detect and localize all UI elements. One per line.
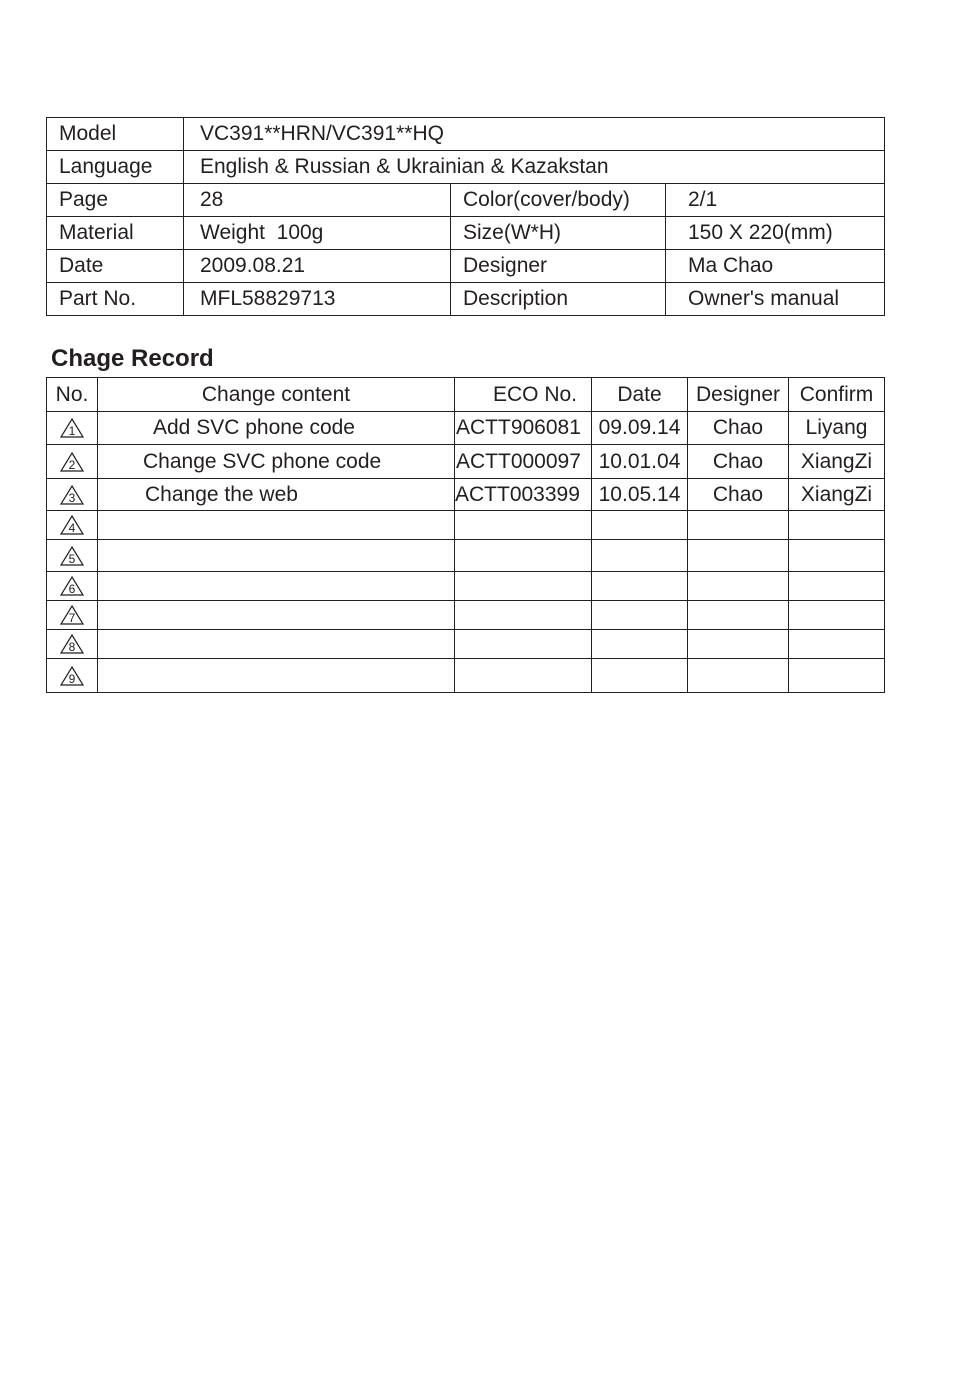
record-title: Chage Record — [51, 345, 214, 372]
record-no-cell — [47, 572, 98, 601]
record-date-cell: 10.01.04 — [592, 445, 688, 479]
material-value: Weight 100g — [184, 217, 451, 250]
record-confirm-cell — [789, 659, 885, 693]
spec-row-page — [47, 184, 885, 217]
record-eco-cell — [455, 659, 592, 693]
record-designer-cell — [688, 601, 789, 630]
record-content-cell: Add SVC phone code — [98, 412, 455, 445]
record-eco-cell: ACTT906081 — [455, 412, 592, 445]
revision-number: 7 — [68, 611, 76, 625]
model-value: VC391**HRN/VC391**HQ — [184, 118, 885, 151]
page-label: Page — [47, 184, 184, 217]
record-row — [47, 601, 885, 630]
record-row — [47, 630, 885, 659]
material-label: Material — [47, 217, 184, 250]
record-date-cell — [592, 659, 688, 693]
record-no-cell — [47, 601, 98, 630]
model-label: Model — [47, 118, 184, 151]
record-designer-cell — [688, 630, 789, 659]
description-label: Description — [451, 283, 666, 316]
record-eco-cell — [455, 511, 592, 540]
record-eco-cell: ACTT000097 — [455, 445, 592, 479]
record-content-cell — [98, 601, 455, 630]
revision-number: 8 — [68, 640, 76, 654]
record-designer-cell: Chao — [688, 479, 789, 511]
description-value: Owner's manual — [666, 283, 885, 316]
record-row — [47, 412, 885, 445]
record-date-cell: 09.09.14 — [592, 412, 688, 445]
record-date-cell — [592, 601, 688, 630]
record-confirm-cell: XiangZi — [789, 479, 885, 511]
record-eco-cell — [455, 572, 592, 601]
record-designer-cell — [688, 540, 789, 572]
revision-triangle-icon — [59, 451, 85, 473]
record-date-cell — [592, 630, 688, 659]
spec-row-language — [47, 151, 885, 184]
color-label: Color(cover/body) — [451, 184, 666, 217]
record-designer-cell — [688, 659, 789, 693]
header-eco: ECO No. — [455, 378, 592, 412]
language-label: Language — [47, 151, 184, 184]
record-no-cell — [47, 412, 98, 445]
header-content: Change content — [98, 378, 455, 412]
record-eco-cell — [455, 540, 592, 572]
record-table — [46, 377, 885, 693]
spec-table — [46, 117, 885, 316]
date-value: 2009.08.21 — [184, 250, 451, 283]
revision-triangle-icon — [59, 417, 85, 439]
spec-row-partno — [47, 283, 885, 316]
record-content-cell — [98, 511, 455, 540]
record-content-cell: Change SVC phone code — [98, 445, 455, 479]
page-value: 28 — [184, 184, 451, 217]
record-eco-cell: ACTT003399 — [455, 479, 592, 511]
size-value: 150 X 220(mm) — [666, 217, 885, 250]
record-row — [47, 445, 885, 479]
record-confirm-cell — [789, 630, 885, 659]
revision-number: 2 — [68, 457, 76, 472]
spec-row-date — [47, 250, 885, 283]
record-body — [47, 378, 885, 693]
revision-number: 3 — [68, 490, 76, 505]
header-no: No. — [47, 378, 98, 412]
record-content-cell — [98, 659, 455, 693]
record-date-cell — [592, 540, 688, 572]
revision-triangle-icon — [59, 484, 85, 506]
record-row — [47, 572, 885, 601]
date-label: Date — [47, 250, 184, 283]
record-row — [47, 511, 885, 540]
record-no-cell — [47, 540, 98, 572]
record-header-row — [47, 378, 885, 412]
revision-triangle-icon — [59, 514, 85, 536]
designer-label: Designer — [451, 250, 666, 283]
record-row — [47, 479, 885, 511]
record-content-cell — [98, 630, 455, 659]
partno-value: MFL58829713 — [184, 283, 451, 316]
revision-number: 1 — [68, 424, 76, 438]
record-date-cell — [592, 511, 688, 540]
record-no-cell — [47, 445, 98, 479]
record-row — [47, 659, 885, 693]
record-no-cell — [47, 659, 98, 693]
record-content-cell — [98, 540, 455, 572]
record-eco-cell — [455, 601, 592, 630]
record-date-cell: 10.05.14 — [592, 479, 688, 511]
header-date: Date — [592, 378, 688, 412]
record-no-cell — [47, 511, 98, 540]
header-confirm: Confirm — [789, 378, 885, 412]
size-label: Size(W*H) — [451, 217, 666, 250]
language-value: English & Russian & Ukrainian & Kazakstan — [184, 151, 885, 184]
record-content-cell: Change the web — [98, 479, 455, 511]
record-confirm-cell: Liyang — [789, 412, 885, 445]
revision-triangle-icon — [59, 665, 85, 687]
revision-number: 5 — [68, 551, 76, 566]
record-confirm-cell — [789, 601, 885, 630]
record-designer-cell: Chao — [688, 445, 789, 479]
revision-triangle-icon — [59, 575, 85, 597]
spec-row-material — [47, 217, 885, 250]
record-date-cell — [592, 572, 688, 601]
header-designer: Designer — [688, 378, 789, 412]
designer-value: Ma Chao — [666, 250, 885, 283]
revision-number: 9 — [68, 671, 76, 686]
record-designer-cell: Chao — [688, 412, 789, 445]
record-designer-cell — [688, 572, 789, 601]
revision-number: 4 — [68, 521, 76, 535]
record-confirm-cell — [789, 572, 885, 601]
revision-triangle-icon — [59, 633, 85, 655]
record-confirm-cell: XiangZi — [789, 445, 885, 479]
revision-triangle-icon — [59, 604, 85, 626]
revision-number: 6 — [68, 582, 76, 596]
record-eco-cell — [455, 630, 592, 659]
revision-triangle-icon — [59, 545, 85, 567]
record-confirm-cell — [789, 540, 885, 572]
record-row — [47, 540, 885, 572]
color-value: 2/1 — [666, 184, 885, 217]
record-content-cell — [98, 572, 455, 601]
partno-label: Part No. — [47, 283, 184, 316]
record-no-cell — [47, 630, 98, 659]
record-no-cell — [47, 479, 98, 511]
spec-row-model — [47, 118, 885, 151]
record-designer-cell — [688, 511, 789, 540]
record-confirm-cell — [789, 511, 885, 540]
